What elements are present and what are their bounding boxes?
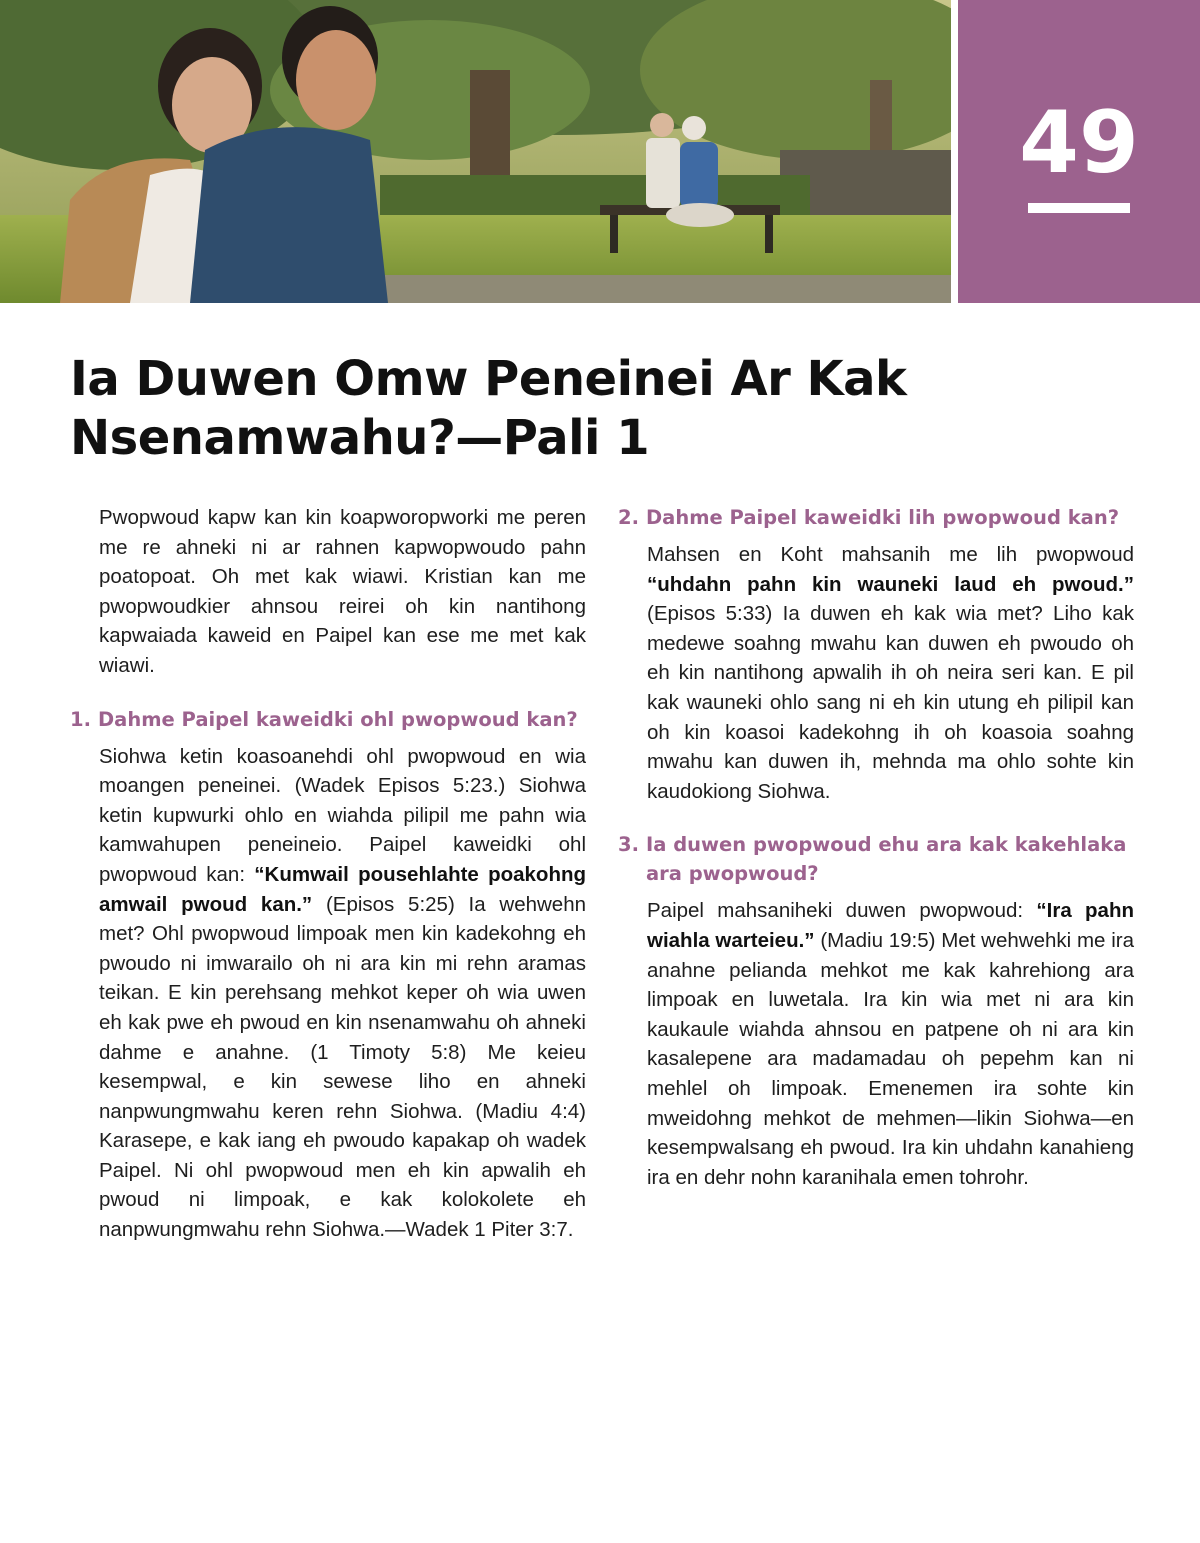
left-column: [70, 503, 586, 1245]
page-title: Ia Duwen Omw Peneinei Ar Kak Nsenamwahu?—Pali 1: [70, 351, 907, 466]
question-1-text: Dahme Paipel kaweidki ohl pwopwoud kan?: [98, 707, 578, 731]
lesson-number: 49: [1019, 93, 1139, 193]
right-column: [618, 503, 1134, 1192]
answer-1-text-b: (Episos 5:25) Ia wehwehn met? Ohl pwopwoud limpoak men kin kadekohng eh pwoudo ni imwarailo oh ni ara kin mi rehn aramas teikan. E kin perehsang mehkot keper oh wia uwen eh kak pwe eh pwoud en kin nsenamwahu oh ahneki dahme e anahne. (1 Timoty 5:8) Me keieu kesempwal, e kin sewese liho en ahneki nanpwungmwahu keren rehn Siohwa. (Madiu 4:4) Karasepe, e kak iang eh pwoudo kapakap oh wadek Paipel. Ni ohl pwopwoud men eh kin apwalih eh pwoud ni limpoak, e kak kolokolete eh nanpwungmwahu rehn Siohwa.—Wadek 1 Piter 3:7.: [99, 892, 587, 1242]
question-1-number: 1.: [70, 707, 91, 731]
header-photo: [0, 0, 951, 303]
lesson-number-box: [958, 0, 1200, 303]
answer-2-text-a: Mahsen en Koht mahsanih me lih pwopwoud: [647, 543, 1134, 566]
question-3-number: 3.: [618, 833, 639, 857]
question-3-text: Ia duwen pwopwoud ehu ara kak kakehlaka ara pwopwoud?: [646, 833, 1127, 886]
question-2-number: 2.: [618, 506, 639, 529]
question-2-text: Dahme Paipel kaweidki lih pwopwoud kan?: [646, 506, 1120, 529]
park-scene-illustration: [0, 0, 951, 303]
answer-2-text-b: (Episos 5:33) Ia duwen eh kak wia met? Liho kak medewe soahng mwahu kan duwen eh pwoudo oh eh kin nantihong apwalih ih oh neira seri kan. E pil kak wauneki ohlo sang ni eh kin utung eh pilipil kan oh kin koasoi kadekohng ih oh koasoia soahng mwahu kan duwen ih, mehnda ma ohlo sohte kin kaudokiong Siohwa.: [647, 602, 1134, 803]
answer-3-scripture-quote: “Ira pahn wiahla warteieu.”: [647, 899, 1134, 952]
answer-1-scripture-quote: “Kumwail pousehlahte poakohng amwail pwoud kan.”: [99, 862, 587, 916]
lesson-number-underline: [1028, 203, 1130, 213]
answer-3-text-a: Paipel mahsaniheki duwen pwopwoud:: [647, 899, 1037, 923]
answer-3-paragraph: [647, 896, 1134, 1192]
answer-1-paragraph: [99, 742, 586, 1245]
question-1-heading: [70, 705, 586, 734]
answer-2-scripture-quote: “uhdahn pahn kin wauneki laud eh pwoud.”: [647, 572, 1134, 596]
answer-1-text-a: Siohwa ketin koasoanehdi ohl pwopwoud en wia moangen peneinei. (Wadek Episos 5:23.) Siohwa ketin kupwurki ohlo en wiahda pilipil me pahn wia kamwahupen peneineio. Paipel kaweidki ohl pwopwoud kan:: [99, 744, 586, 886]
question-3-heading: [618, 830, 1134, 888]
intro-paragraph: Pwopwoud kapw kan kin koapworopworki me peren me re ahneki ni ar rahnen kapwopwoudo pahn poatopoat. Oh met kak wiawi. Kristian kan me pwopwoudkier ahnsou reirei oh kin nantihong kapwaiada kaweid en Paipel kan ese me met kak wiawi.: [99, 506, 586, 677]
question-2-heading: [618, 503, 1134, 532]
answer-2-paragraph: [647, 540, 1134, 806]
answer-3-text-b: (Madiu 19:5) Met wehwehki me ira anahne pelianda mehkot me kak kahrehiong ara limpoak en luwetala. Ira kin wia met ni ara kin kaukaule wiahda ahnsou en patpene oh ni ara kin kasalepene ara madamadau oh pepehm kan ni mehlel oh limpoak. Emenemen ira sohte kin mweidohng mehkot de mehmen—likin Siohwa—en kesempwalsang eh pwoud. Ira kin uhdahn kanahieng ira en dehr nohn karanihala emen tohrohr.: [647, 928, 1134, 1189]
